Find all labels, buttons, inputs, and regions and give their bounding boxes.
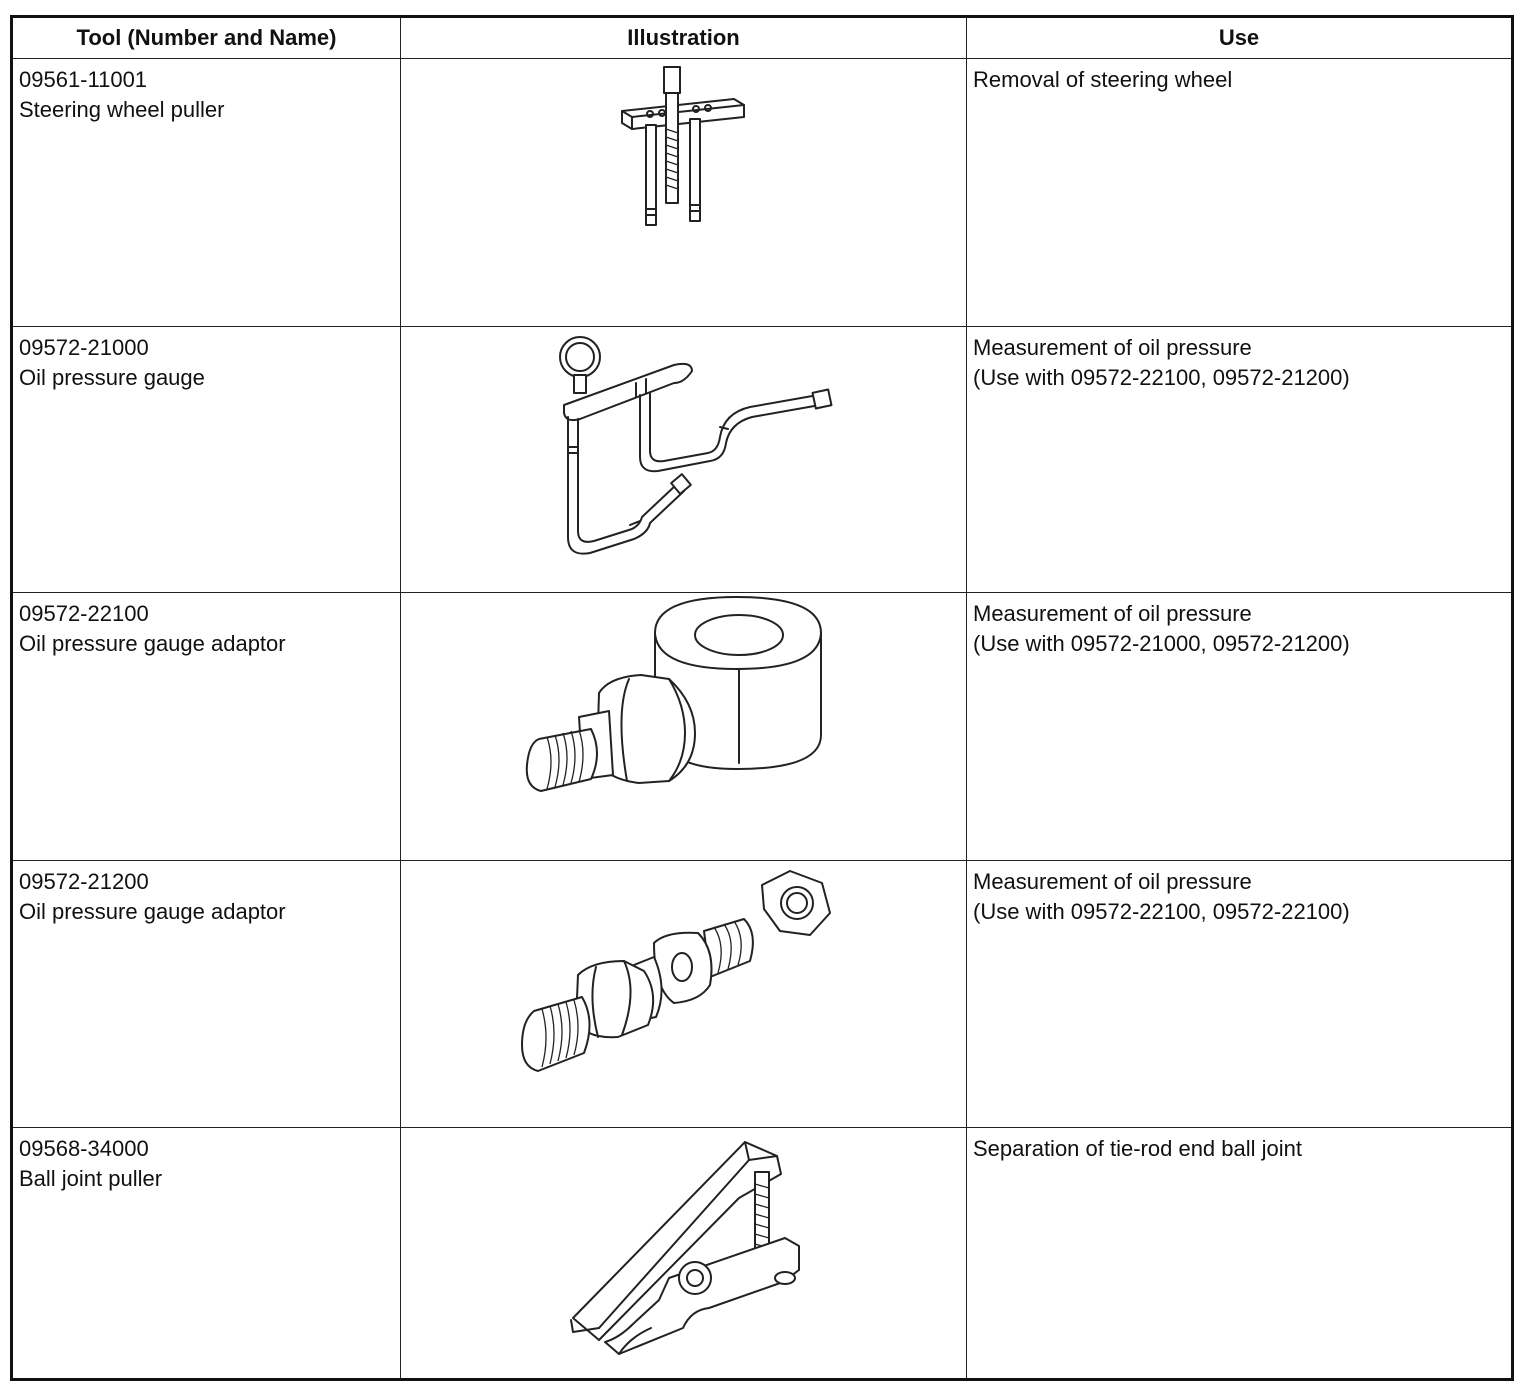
table-row xyxy=(12,59,1513,327)
header-row xyxy=(12,17,1513,59)
tool-name: Ball joint puller xyxy=(19,1165,163,1191)
tool-cell xyxy=(12,59,401,327)
use-text: Measurement of oil pressure xyxy=(973,868,1252,894)
oil-pressure-gauge-illustration xyxy=(524,327,844,567)
header-illustration: Illustration xyxy=(401,17,967,59)
tool-number: 09572-21200 xyxy=(19,868,149,894)
use-text: Removal of steering wheel xyxy=(973,67,1233,92)
use-cell xyxy=(967,327,1513,593)
tool-cell xyxy=(12,1127,401,1379)
ball-joint-puller-illustration xyxy=(559,1128,809,1358)
tool-name: Oil pressure gauge adaptor xyxy=(19,898,286,924)
table-row xyxy=(12,1127,1513,1379)
bolt-adaptor-illustration xyxy=(514,861,854,1101)
illustration-cell xyxy=(401,860,967,1127)
illustration-cell xyxy=(401,593,967,860)
tool-number: 09572-22100 xyxy=(19,601,149,627)
tool-number: 09561-11001 xyxy=(19,67,148,92)
use-note: (Use with 09572-22100, 09572-21200) xyxy=(973,365,1350,391)
banjo-adaptor-illustration xyxy=(519,593,849,823)
steering-wheel-puller-illustration xyxy=(584,59,784,239)
use-cell xyxy=(967,860,1513,1127)
use-cell xyxy=(967,593,1513,860)
use-cell xyxy=(967,59,1513,327)
special-tools-table xyxy=(10,15,1514,1381)
header-tool: Tool (Number and Name) xyxy=(12,17,401,59)
use-cell xyxy=(967,1127,1513,1379)
table-row xyxy=(12,593,1513,860)
use-text: Measurement of oil pressure xyxy=(973,601,1252,627)
tool-name: Steering wheel puller xyxy=(19,97,225,122)
tool-cell xyxy=(12,327,401,593)
tool-cell xyxy=(12,860,401,1127)
tool-cell xyxy=(12,593,401,860)
use-text: Separation of tie-rod end ball joint xyxy=(973,1135,1302,1161)
illustration-cell xyxy=(401,59,967,327)
use-text: Measurement of oil pressure xyxy=(973,335,1252,361)
use-note: (Use with 09572-22100, 09572-22100) xyxy=(973,898,1350,924)
table-row xyxy=(12,860,1513,1127)
table-row xyxy=(12,327,1513,593)
tool-name: Oil pressure gauge adaptor xyxy=(19,631,286,657)
tool-number: 09568-34000 xyxy=(19,1135,149,1161)
illustration-cell xyxy=(401,327,967,593)
tool-name: Oil pressure gauge xyxy=(19,365,205,391)
illustration-cell xyxy=(401,1127,967,1379)
header-use: Use xyxy=(967,17,1513,59)
use-note: (Use with 09572-21000, 09572-21200) xyxy=(973,631,1350,657)
tool-number: 09572-21000 xyxy=(19,335,149,361)
